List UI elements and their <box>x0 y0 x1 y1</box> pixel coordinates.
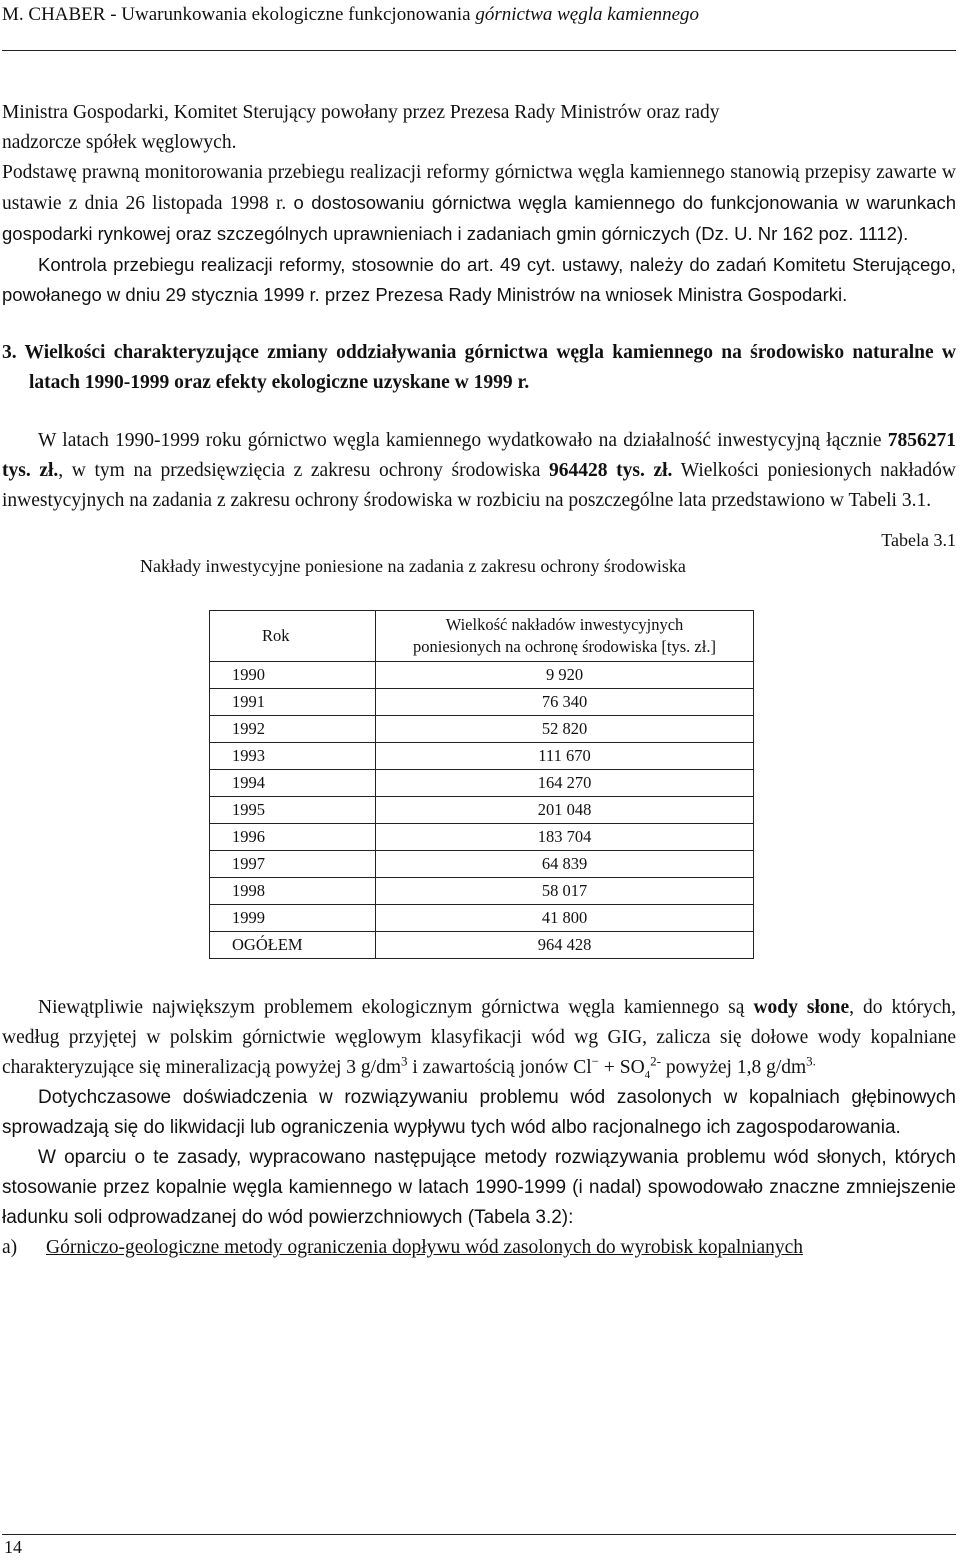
cell-value: 111 670 <box>376 743 754 770</box>
cell-year: 1996 <box>210 824 376 851</box>
page-header <box>2 2 956 51</box>
cell-year: 1992 <box>210 716 376 743</box>
table-row <box>210 878 754 905</box>
cell-year: 1993 <box>210 743 376 770</box>
table-row <box>210 824 754 851</box>
cell-year: 1991 <box>210 689 376 716</box>
table-row <box>210 662 754 689</box>
table-row <box>210 716 754 743</box>
table-caption <box>2 516 956 608</box>
col-header-year: Rok <box>210 611 376 662</box>
header-title-italic: górnictwa węgla kamiennego <box>475 4 700 25</box>
cell-year: 1997 <box>210 851 376 878</box>
paragraph-investment: W latach 1990-1999 roku górnictwo węgla kamiennego wydatkowało na działalność inwestycyjną łącznie 7856271 tys. zł., w tym na przedsięwzięcia z zakresu ochrony środowiska 964428 tys. zł. Wielkości poniesionych nakładów inwestycyjnych na zadania z zakresu ochrony środowiska w rozbiciu na poszczególne lata przedstawiono w Tabeli 3.1. <box>2 430 957 511</box>
cell-year: 1990 <box>210 662 376 689</box>
cell-value: 52 820 <box>376 716 754 743</box>
paragraph-salt-water: Niewątpliwie największym problemem ekologicznym górnictwa węgla kamiennego są wody słone, do których, według przyjętej w polskim górnictwie węglowym klasyfikacji wód wg GIG, zalicza się dołowe wody kopalniane charakteryzujące się mineralizacją powyżej 3 $g/dm^3$ i zawartością jonów $Cl^- + SO_4^{2-}$ powyżej 1,8 $g/dm^{3.}$ <box>2 997 956 1081</box>
header-author: M. CHABER - <box>2 4 122 25</box>
table-row <box>210 797 754 824</box>
header-title: Uwarunkowania ekologiczne funkcjonowania <box>121 4 476 25</box>
table-header-row <box>210 611 754 662</box>
cell-value: 64 839 <box>376 851 754 878</box>
cell-value: 164 270 <box>376 770 754 797</box>
cell-year: OGÓŁEM <box>210 932 376 959</box>
table-number: Tabela 3.1 <box>881 530 956 550</box>
cell-year: 1998 <box>210 878 376 905</box>
paragraph-experience: Dotychczasowe doświadczenia w rozwiązywaniu problemu wód zasolonych w kopalniach głębinowych sprowadzają się do likwidacji lub ograniczenia wypływu tych wód albo racjonalnego ich zagospodarowania. <box>2 1087 956 1138</box>
paragraph-line: nadzorcze spółek węglowych. <box>2 132 237 153</box>
cell-value: 201 048 <box>376 797 754 824</box>
table-row <box>210 743 754 770</box>
paragraph-legal-basis: Podstawę prawną monitorowania przebiegu realizacji reformy górnictwa węgla kamiennego stanowią przepisy zawarte w ustawie z dnia 26 listopada 1998 r. o dostosowaniu górnictwa węgla kamiennego do funkcjonowania w warunkach gospodarki rynkowej oraz szczególnych uprawnieniach i zadaniach gmin górniczych (Dz. U. Nr 162 poz. 1112). <box>2 162 956 244</box>
section-heading: 3. Wielkości charakteryzujące zmiany oddziaływania górnictwa węgla kamiennego na środowisko naturalne w latach 1990-1999 oraz efekty ekologiczne uzyskane w 1999 r. <box>2 342 956 393</box>
page-content <box>2 98 956 1263</box>
table-row <box>210 770 754 797</box>
cell-value: 964 428 <box>376 932 754 959</box>
table-row <box>210 851 754 878</box>
table-body <box>210 662 754 959</box>
col-header-value: Wielkość nakładów inwestycyjnych poniesionych na ochronę środowiska [tys. zł.] <box>376 611 754 662</box>
table-row <box>210 689 754 716</box>
paragraph-line: Ministra Gospodarki, Komitet Sterujący powołany przez Prezesa Rady Ministrów oraz rady <box>2 102 720 123</box>
cell-year: 1995 <box>210 797 376 824</box>
cell-year: 1999 <box>210 905 376 932</box>
footer-rule <box>2 1534 956 1535</box>
investment-table <box>209 610 754 959</box>
table-title: Nakłady inwestycyjne poniesione na zadania z zakresu ochrony środowiska <box>140 556 686 576</box>
paragraph-control: Kontrola przebiegu realizacji reformy, stosownie do art. 49 cyt. ustawy, należy do zadań Komitetu Sterującego, powołanego w dniu 29 stycznia 1999 r. przez Prezesa Rady Ministrów na wniosek Ministra Gospodarki. <box>2 254 956 305</box>
cell-value: 41 800 <box>376 905 754 932</box>
table-row <box>210 932 754 959</box>
list-item-a: a) Górniczo-geologiczne metody ograniczenia dopływu wód zasolonych do wyrobisk kopalnianych <box>2 1237 804 1258</box>
page-number: 14 <box>4 1537 22 1557</box>
table-row <box>210 905 754 932</box>
list-item-a-text: Górniczo-geologiczne metody ograniczenia dopływu wód zasolonych do wyrobisk kopalnianych <box>46 1237 804 1258</box>
cell-value: 9 920 <box>376 662 754 689</box>
cell-year: 1994 <box>210 770 376 797</box>
cell-value: 76 340 <box>376 689 754 716</box>
cell-value: 183 704 <box>376 824 754 851</box>
cell-value: 58 017 <box>376 878 754 905</box>
paragraph-methods: W oparciu o te zasady, wypracowano następujące metody rozwiązywania problemu wód słonych, których stosowanie przez kopalnie węgla kamiennego w latach 1990-1999 (i nadal) spowodowało znaczne zmniejszenie ładunku soli odprowadzanej do wód powierzchniowych (Tabela 3.2): <box>2 1147 956 1228</box>
